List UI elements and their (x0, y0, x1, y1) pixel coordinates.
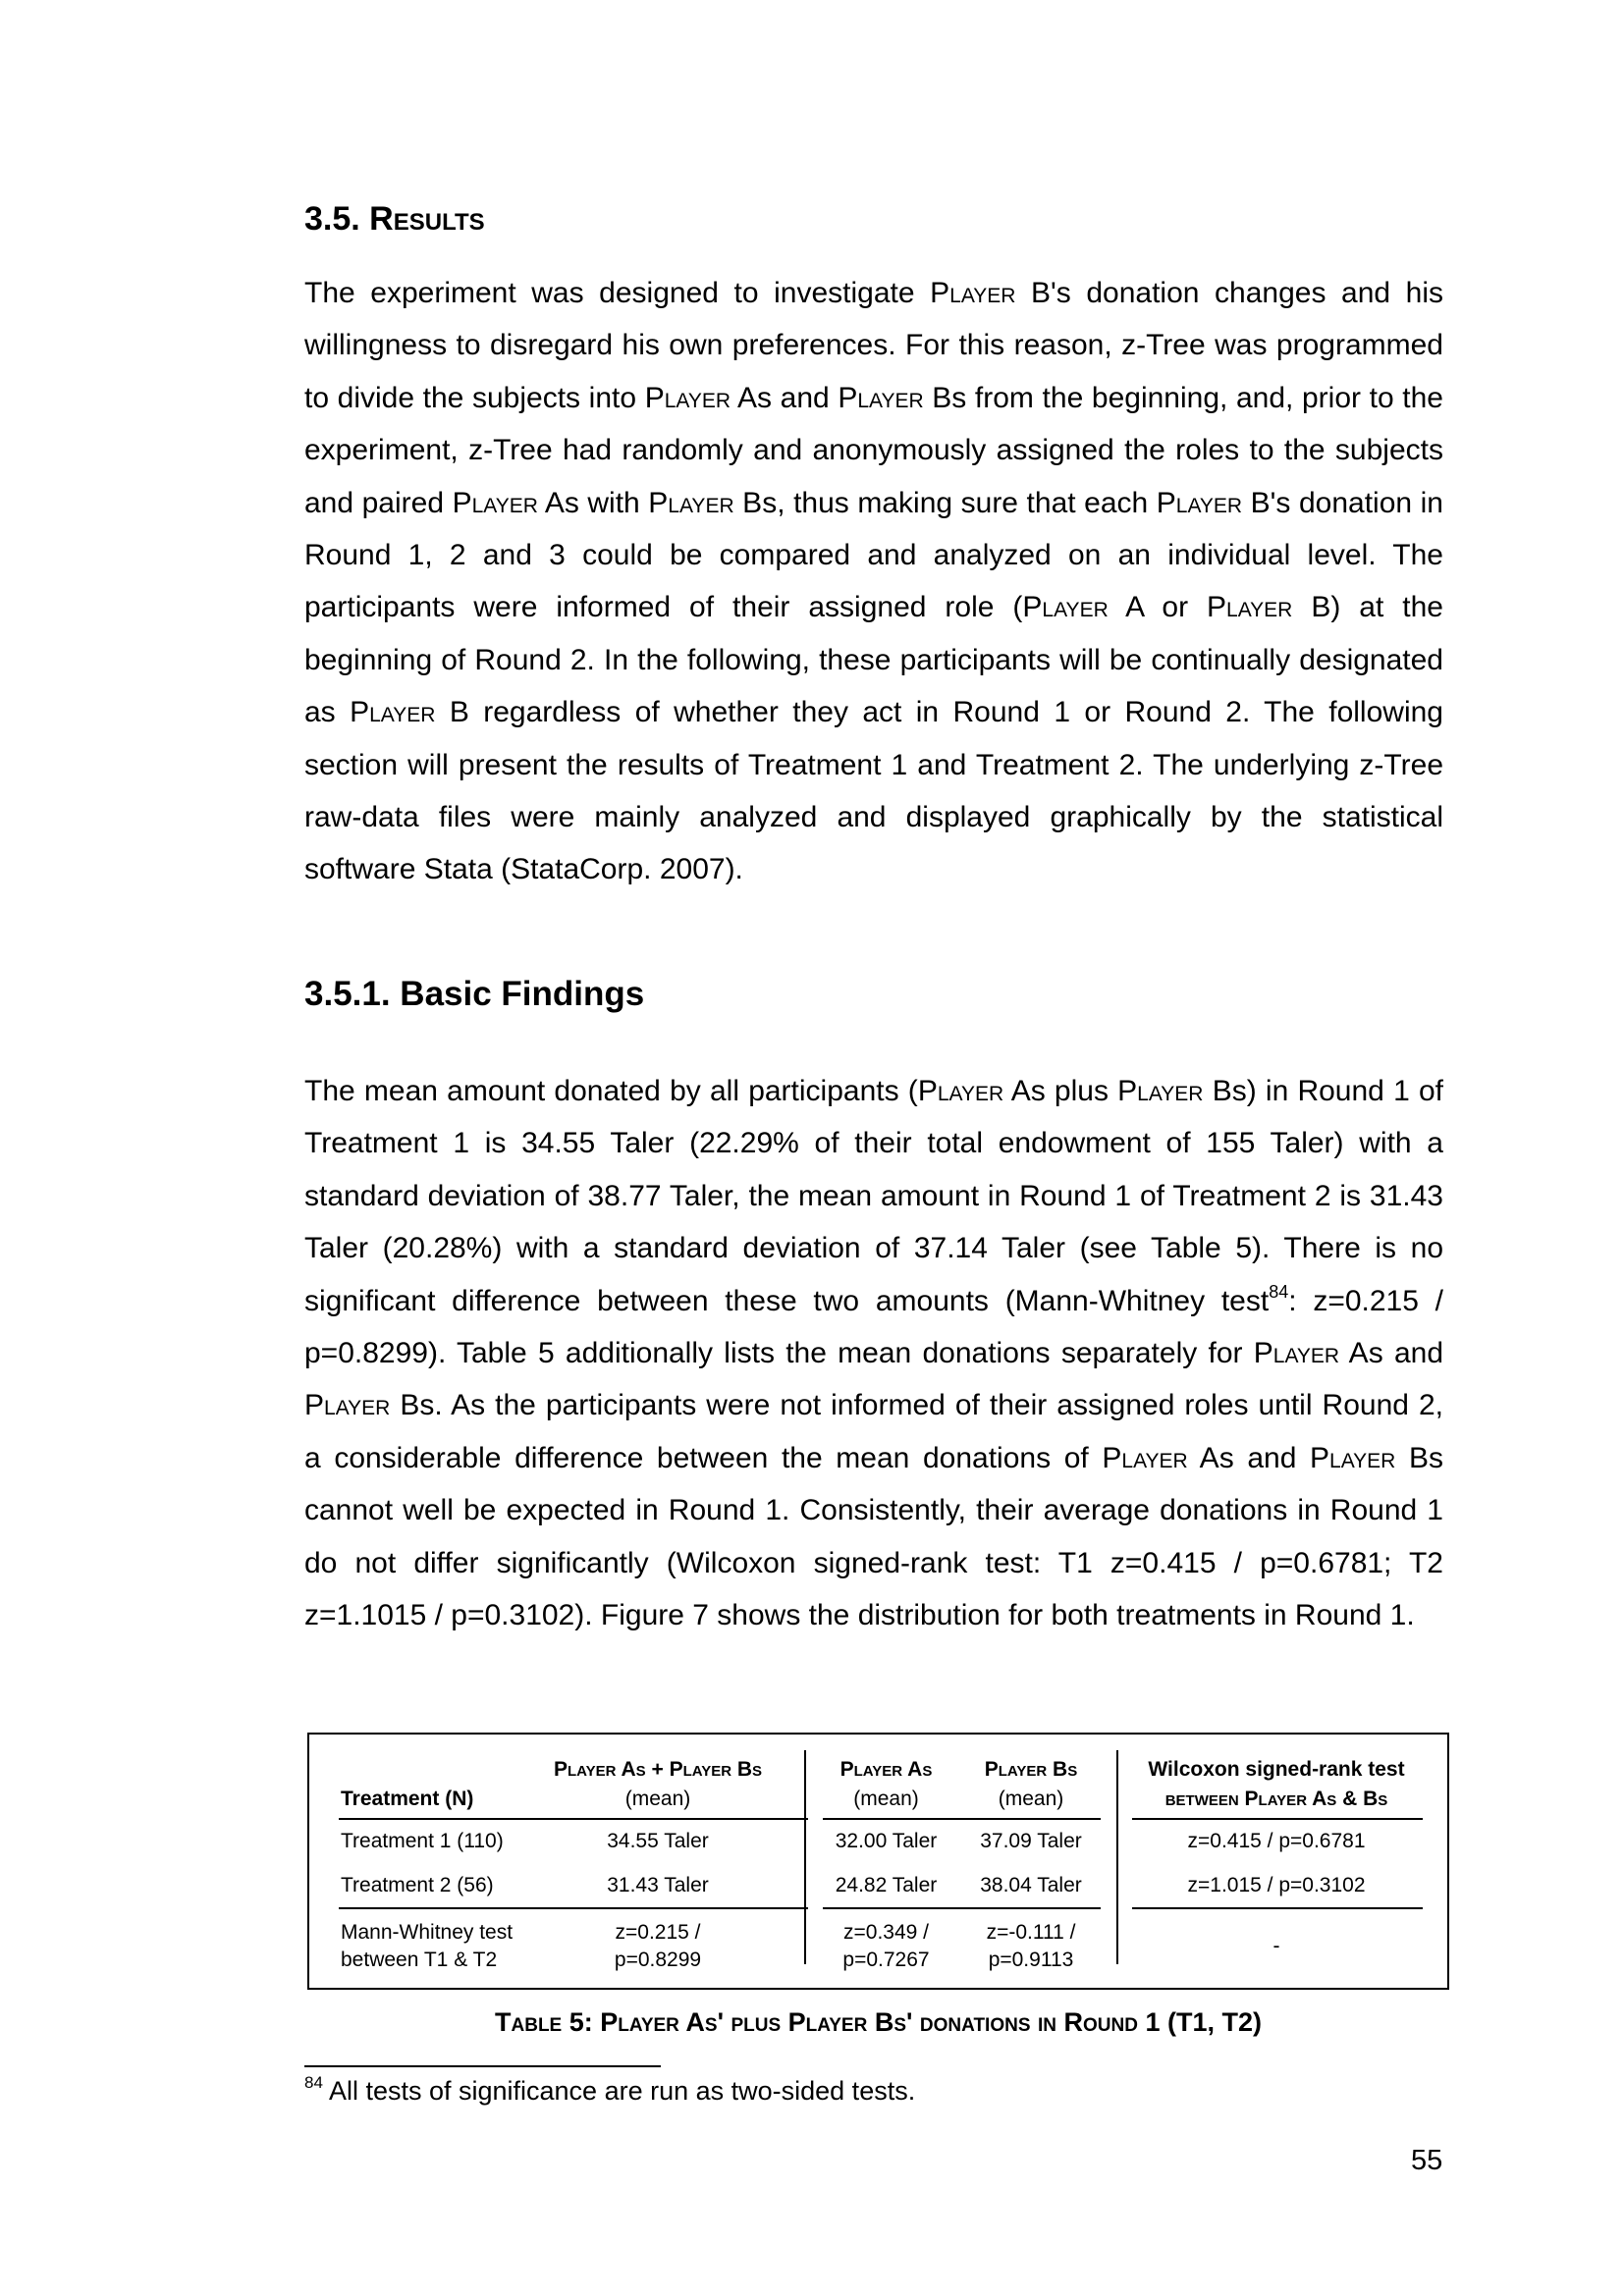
section-heading (304, 200, 485, 239)
text-run: The mean amount donated by all participants ( (304, 1075, 918, 1107)
player-term: Player (1022, 591, 1109, 624)
row-wilcoxon: z=0.415 / p=0.6781 (1187, 1830, 1366, 1852)
donations-table (307, 1733, 1449, 1990)
header-wilcoxon-between: between Player As & Bs (1164, 1788, 1388, 1810)
row-rule (1132, 1907, 1423, 1909)
player-term: Player (1253, 1337, 1340, 1370)
text-run: Bs) in Round 1 of Treatment 1 is 34.55 Taler (22.29% of their total endowment of 155 Taler) with a standard deviation of 38.77 Taler, the mean amount in Round 1 of Treatment 2 is 31.43 Taler (20.28%) with a standard deviation of 37.14 Taler (see Table 5). There is no significant difference between these two amounts (Mann-Whitney test (304, 1075, 1443, 1317)
player-term: Player (452, 486, 538, 519)
table-caption: Table 5: Player As' plus Player Bs' donations in Round 1 (T1, T2) (495, 2007, 1262, 2037)
header-player-bs-mean: (mean) (998, 1788, 1064, 1810)
row-all-mean: 31.43 Taler (607, 1874, 709, 1896)
header-rule (823, 1818, 1101, 1820)
footnote (304, 2073, 916, 2107)
text-run: Bs from the beginning, and, prior to the experiment, z-Tree had randomly and anonymously assigned the roles to the subjects and paired (304, 381, 1443, 519)
player-term: Player (304, 1389, 391, 1422)
text-run: As and (1187, 1441, 1311, 1474)
text-run: B's donation in Round 1, 2 and 3 could be compared and analyzed on an individual level. The participants were informed of their assigned role ( (304, 486, 1443, 624)
paragraph-experiment-design (304, 267, 1443, 896)
player-term: Player (838, 381, 924, 414)
player-term: Player (1207, 591, 1293, 624)
header-rule (339, 1818, 808, 1820)
subsection-heading: 3.5.1. Basic Findings (304, 975, 645, 1013)
footnote-text: All tests of significance are run as two-sided tests. (328, 2076, 916, 2106)
row-as-mean: 32.00 Taler (835, 1830, 938, 1852)
header-player-as-mean: (mean) (853, 1788, 919, 1810)
mann-whitney-as-p: p=0.7267 (842, 1949, 930, 1971)
text-run: As with (537, 486, 649, 519)
mann-whitney-label-between: between T1 & T2 (341, 1949, 498, 1971)
text-run: B regardless of whether they act in Round 1 or Round 2. The following section will present the results of Treatment 1 and Treatment 2. The underlying z-Tree raw-data files were mainly analyzed and displayed graphically by the statistical software Stata (StataCorp. 2007). (304, 696, 1443, 886)
player-term: Player (1310, 1441, 1396, 1474)
footnote-divider (304, 2065, 661, 2067)
player-term: Player (930, 277, 1016, 309)
mann-whitney-as-z: z=0.349 / (843, 1921, 929, 1944)
header-all-mean: (mean) (624, 1788, 691, 1810)
footnote-number: 84 (304, 2073, 323, 2092)
mann-whitney-wilcoxon: - (1272, 1935, 1280, 1957)
mann-whitney-label: Mann-Whitney test (341, 1921, 514, 1944)
header-player-as: Player As (839, 1758, 933, 1781)
player-term: Player (1102, 1441, 1188, 1474)
text-run: As and (731, 381, 839, 414)
player-term: Player (644, 381, 731, 414)
column-divider (804, 1750, 806, 1964)
section-title: Results (369, 200, 485, 238)
player-term: Player (1156, 486, 1243, 519)
row-wilcoxon: z=1.015 / p=0.3102 (1187, 1874, 1366, 1896)
text-run: Bs, thus making sure that each (733, 486, 1157, 519)
header-rule (1132, 1818, 1423, 1820)
row-rule (823, 1907, 1101, 1909)
player-term: Player (1117, 1075, 1204, 1107)
text-run: B) at the beginning of Round 2. In the following, these participants will be continually designated as (304, 591, 1443, 729)
section-number: 3.5. (304, 200, 360, 238)
header-player-bs: Player Bs (984, 1758, 1078, 1781)
text-run: As and (1339, 1337, 1443, 1370)
column-divider (1116, 1750, 1118, 1964)
footnote-reference: 84 (1269, 1281, 1289, 1302)
mann-whitney-bs-p: p=0.9113 (988, 1949, 1074, 1971)
row-bs-mean: 38.04 Taler (980, 1874, 1082, 1896)
text-run: : z=0.215 / p=0.8299). Table 5 additionally lists the mean donations separately for (304, 1284, 1444, 1370)
text-run: Bs. As the participants were not informed of their assigned roles until Round 2, a considerable difference between the mean donations of (304, 1389, 1443, 1474)
row-all-mean: 34.55 Taler (607, 1830, 709, 1852)
header-treatment: Treatment (N) (341, 1788, 474, 1810)
player-term: Player (648, 486, 734, 519)
text-run: Bs cannot well be expected in Round 1. Consistently, their average donations in Round 1 do not differ significantly (Wilcoxon signed-rank test: T1 z=0.415 / p=0.6781; T2 z=1.1015 / p=0.3102). Figure 7 shows the distribution for both treatments in Round 1. (304, 1441, 1443, 1632)
text-run: A or (1108, 591, 1208, 624)
header-wilcoxon: Wilcoxon signed-rank test (1148, 1758, 1405, 1781)
text-run: B's donation changes and his willingness to disregard his own preferences. For this reason, z-Tree was programmed to divide the subjects into (304, 277, 1443, 414)
paragraph-basic-findings (304, 1065, 1443, 1641)
row-treatment: Treatment 2 (56) (341, 1874, 494, 1896)
player-term: Player (917, 1075, 1004, 1107)
row-rule (339, 1907, 808, 1909)
text-run: As plus (1003, 1075, 1118, 1107)
row-treatment: Treatment 1 (110) (341, 1830, 504, 1852)
mann-whitney-all-z: z=0.215 / (615, 1921, 701, 1944)
mann-whitney-bs-z: z=-0.111 / (986, 1921, 1076, 1944)
text-run: The experiment was designed to investigate (304, 277, 931, 309)
player-term: Player (350, 696, 436, 729)
row-bs-mean: 37.09 Taler (980, 1830, 1082, 1852)
row-as-mean: 24.82 Taler (835, 1874, 938, 1896)
page-number: 55 (1411, 2145, 1443, 2176)
header-all-players: Player As + Player Bs (553, 1758, 763, 1781)
mann-whitney-all-p: p=0.8299 (614, 1949, 702, 1971)
